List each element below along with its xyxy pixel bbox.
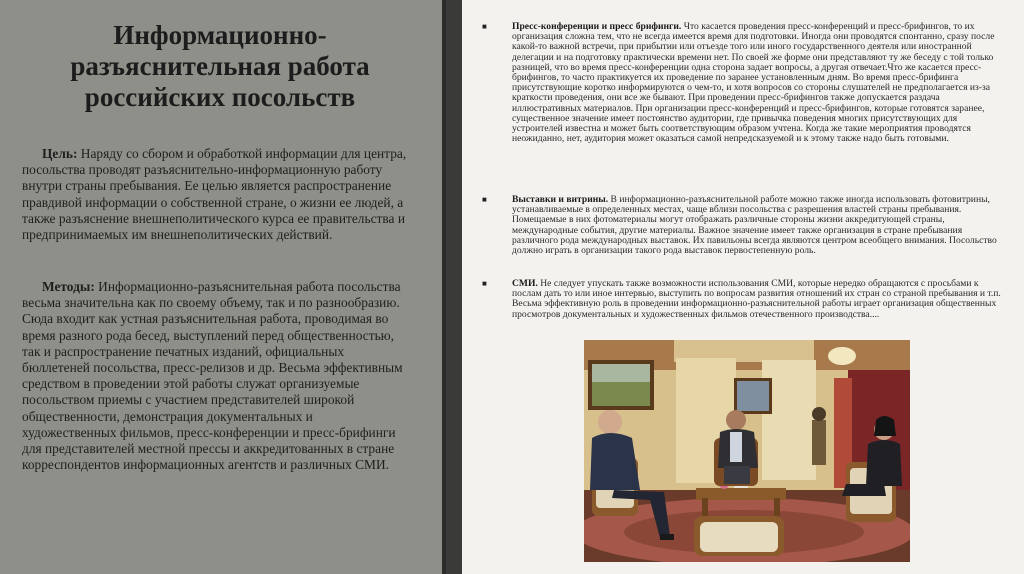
square-bullet-icon: ■ bbox=[482, 279, 487, 288]
methods-text: Информационно-разъяснительная работа посольства весьма значительна как по своему объему, так и по разнообразию. Сюда входит как устная разъяснительная работа, проводимая во время разного рода бесед, выступлений перед общественностью, так и распространение печатных изданий, официальных бюллетеней посольства, пресс-релизов и др. Весьма эффективным средством в проведении этой работы служат организуемые посольством приемы с участием представителей широкой общественности, демонстрация документальных и художественных фильмов, пресс-конференции и пресс-брифинги для представителей местной прессы и аккредитованных в стране корреспондентов информационных агентств и различных СМИ. bbox=[22, 279, 403, 473]
slide-title: Информационно-разъяснительная работа российских посольств bbox=[70, 20, 370, 112]
square-bullet-icon: ■ bbox=[482, 22, 487, 31]
interview-photo bbox=[584, 340, 910, 562]
goal-paragraph bbox=[22, 146, 410, 243]
left-panel bbox=[0, 0, 446, 574]
bullet-text: Не следует упускать также возможности использования СМИ, которые нередко обращаются с просьбами к послам дать то или иное интервью, выступить по вопросам развития отношений их стран со страной пребывания и т.п. Весьма эффективную роль в проведении информационно-разъяснительной работы играет организация общественных просмотров документальных и художественных фильмов отечественного производства.... bbox=[512, 278, 1001, 320]
right-panel bbox=[462, 0, 1024, 574]
bullet-label: Пресс-конференции и пресс брифинги. bbox=[512, 21, 682, 32]
bullet-press-conferences bbox=[482, 22, 1010, 144]
methods-label: Методы: bbox=[42, 279, 95, 294]
goal-label: Цель: bbox=[42, 146, 78, 161]
bullet-text: В информационно-разъяснительной работе можно также иногда использовать фотовитрины, устанавливаемые в определенных местах, чаще вблизи посольства с разрешения властей страны пребывания. Помещаемые в них фотоматериалы могут отображать различные стороны жизни аккредитующей страны, международные события, другие материалы. Важное значение имеет также организация в стране пребывания различного рода международных выставок. Их павильоны всегда являются центром всеобщего внимания. Посольство должно играть в организации такого рода выставок первостепенную роль. bbox=[512, 194, 997, 257]
methods-paragraph bbox=[22, 279, 410, 473]
bullet-exhibitions bbox=[482, 195, 1010, 256]
square-bullet-icon: ■ bbox=[482, 195, 487, 204]
bullet-label: Выставки и витрины. bbox=[512, 194, 609, 205]
goal-text: Наряду со сбором и обработкой информации для центра, посольства проводят разъяснительно-информационную работу внутри страны пребывания. Ее целью является распространение правдивой информации о собственной стране, о жизни ее людей, а также разъяснение внешнеполитического курса ее правительства и предпринимаемых им внешнеполитических действий. bbox=[22, 146, 407, 243]
bullet-text: Что касается проведения пресс-конференций и пресс-брифингов, то их организация сложна тем, что не всегда имеется время для подготовки. Иногда они проводятся спонтанно, сразу после какой-то важной встречи, при прибытии или отъезде того или иного государственного деятеля или иностранной делегации и на подготовку практически времени нет. По своей же форме они представляют ту же беседу с той только разницей, что во время пресс-конференции одна сторона задает вопросы, а другая отвечает.Что же касается пресс-брифингов, то часто практикуется их проведение по заранее установленным дням. Во время пресс-брифинга присутствующие коротко информируются о чем-то, и хотя вопросов со стороны слушателей не предполагается из-за краткости проведения, они все же бывают. При проведении пресс-брифингов также допускается раздача иллюстративных материалов. При организации пресс-конференций и пресс-брифингов, которые готовятся заранее, существенное значение имеет постоянство аудитории, где привычка поведения многих присутствующих для устроителей известна и может быть соответствующим образом учтена. Когда же такие мероприятия проводятся неожиданно, нет, аудитория может оказаться самой непредсказуемой и к этому также надо быть готовыми. bbox=[512, 21, 995, 145]
bullet-media bbox=[482, 279, 1010, 320]
bullet-label: СМИ. bbox=[512, 278, 538, 289]
